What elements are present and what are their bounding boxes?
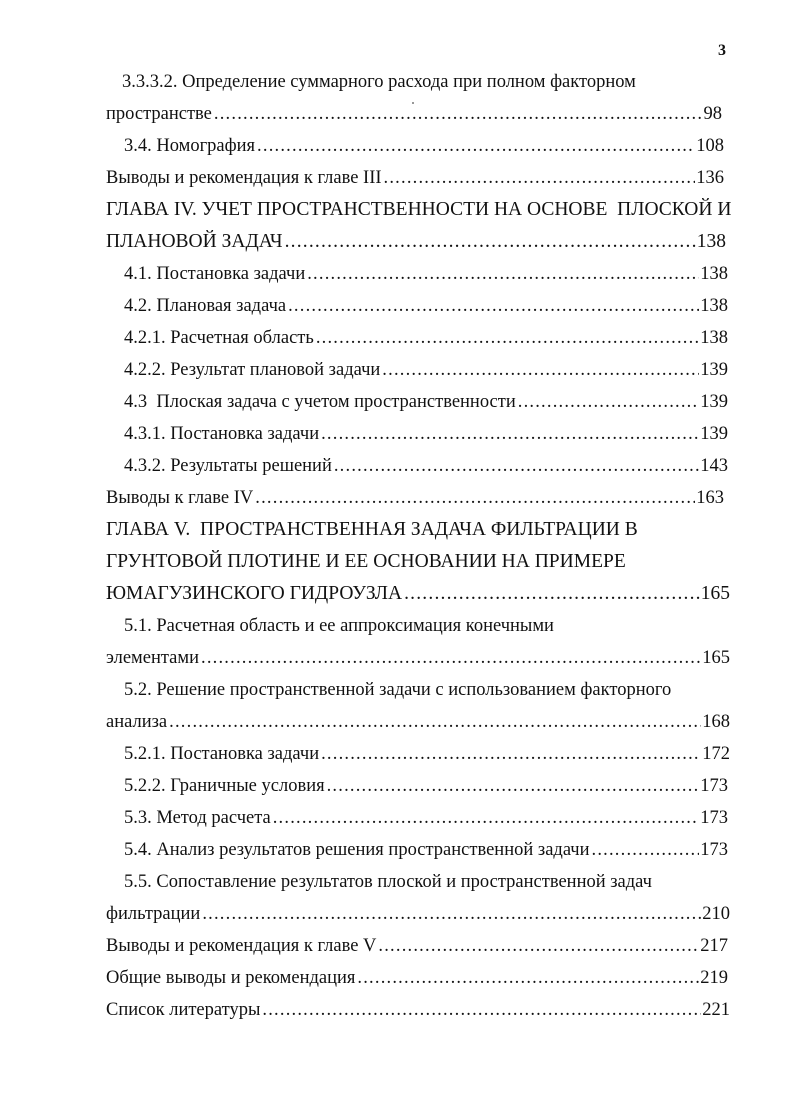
leader-dots — [307, 258, 699, 290]
toc-entry — [124, 610, 554, 642]
leader-dots — [201, 642, 701, 674]
toc-entry-text: Список литературы — [106, 1000, 261, 1020]
toc-page-number: 139 — [700, 392, 728, 412]
toc-entry-text: ПЛАНОВОЙ ЗАДАЧ — [106, 231, 283, 252]
toc-entry — [106, 226, 726, 258]
toc-page-number: 163 — [696, 488, 724, 508]
toc-entry — [106, 194, 731, 226]
toc-page-number: 221 — [702, 1000, 730, 1020]
toc-entry — [106, 994, 730, 1026]
toc-entry — [124, 354, 728, 386]
toc-page-number: 108 — [696, 136, 724, 156]
toc-entry-text: 5.2.1. Постановка задачи — [124, 744, 320, 764]
leader-dots — [288, 290, 699, 322]
toc-page-number: 143 — [700, 456, 728, 476]
leader-dots — [262, 994, 701, 1026]
toc-entry — [106, 898, 730, 930]
leader-dots — [378, 930, 699, 962]
toc-entry — [106, 930, 728, 962]
toc-entry — [124, 290, 728, 322]
toc-page-number: 138 — [700, 296, 728, 316]
leader-dots — [316, 322, 699, 354]
toc-entry-text: 4.1. Постановка задачи — [124, 264, 306, 284]
toc-entry — [106, 578, 730, 610]
toc-page-number: 139 — [700, 424, 728, 444]
toc-entry-text: ГРУНТОВОЙ ПЛОТИНЕ И ЕЕ ОСНОВАНИИ НА ПРИМЕРЕ — [106, 551, 626, 572]
leader-dots — [384, 162, 696, 194]
toc-page-number: 139 — [700, 360, 728, 380]
toc-entry — [124, 450, 728, 482]
toc-entry-text: 4.3.2. Результаты решений — [124, 456, 332, 476]
toc-entry-text: Выводы и рекомендация к главе III — [106, 168, 382, 188]
toc-page-number: 173 — [700, 808, 728, 828]
leader-dots — [285, 226, 696, 258]
toc-entry — [124, 322, 728, 354]
toc-entry-text: 3.3.3.2. Определение суммарного расхода при полном факторном — [122, 72, 636, 92]
leader-dots — [357, 962, 699, 994]
toc-entry-text: 5.1. Расчетная область и ее аппроксимация конечными — [124, 616, 554, 636]
toc-entry — [124, 418, 728, 450]
leader-dots — [592, 834, 700, 866]
toc-entry — [122, 66, 636, 98]
leader-dots — [334, 450, 699, 482]
toc-entry-text: пространстве — [106, 104, 212, 124]
leader-dots — [214, 98, 703, 130]
leader-dots — [169, 706, 701, 738]
toc-page-number: 138 — [700, 328, 728, 348]
toc-entry-text: 4.2.2. Результат плановой задачи — [124, 360, 381, 380]
toc-entry — [124, 834, 728, 866]
toc-page-number: 172 — [702, 744, 730, 764]
toc-page-number: 165 — [702, 648, 730, 668]
toc-page-number: 165 — [700, 583, 730, 604]
toc-page-number: 98 — [703, 104, 722, 124]
toc-entry — [124, 770, 728, 802]
toc-page-number: 173 — [700, 776, 728, 796]
leader-dots — [382, 354, 699, 386]
leader-dots — [518, 386, 700, 418]
toc-page-number: 219 — [700, 968, 728, 988]
toc-entry-text: ЮМАГУЗИНСКОГО ГИДРОУЗЛА — [106, 583, 403, 604]
toc-entry-text: Выводы к главе IV — [106, 488, 254, 508]
toc-page-number: 173 — [700, 840, 728, 860]
toc-entry — [106, 642, 730, 674]
toc-entry-text: 4.2. Плановая задача — [124, 296, 287, 316]
toc-entry-text: фильтрации — [106, 904, 201, 924]
toc-page-number: 138 — [696, 231, 726, 252]
leader-dots — [321, 418, 699, 450]
toc-entry-text: анализа — [106, 712, 168, 732]
leader-dots — [273, 802, 700, 834]
leader-dots — [404, 578, 700, 610]
toc-entry-text: 5.2.2. Граничные условия — [124, 776, 325, 796]
toc-entry — [124, 738, 730, 770]
toc-entry — [106, 514, 638, 546]
toc-entry — [124, 386, 728, 418]
toc-entry — [106, 962, 728, 994]
toc-page-number: 136 — [696, 168, 724, 188]
toc-entry-text: ГЛАВА V. ПРОСТРАНСТВЕННАЯ ЗАДАЧА ФИЛЬТРАЦИИ В — [106, 519, 638, 540]
toc-entry-text: 5.3. Метод расчета — [124, 808, 271, 828]
leader-dots — [255, 482, 695, 514]
toc-page-number: 168 — [702, 712, 730, 732]
toc-entry-text: Выводы и рекомендация к главе V — [106, 936, 377, 956]
toc-entry — [124, 866, 652, 898]
toc-entry — [106, 546, 626, 578]
toc-entry-text: ГЛАВА IV. УЧЕТ ПРОСТРАНСТВЕННОСТИ НА ОСНОВЕ ПЛОСКОЙ И — [106, 199, 732, 220]
toc-entry-text: Общие выводы и рекомендация — [106, 968, 356, 988]
toc-entry — [124, 674, 671, 706]
toc-entry — [106, 482, 724, 514]
toc-entry-text: 5.5. Сопоставление результатов плоской и пространственной задач — [124, 872, 652, 892]
toc-entry-text: 4.3 Плоская задача с учетом пространственности — [124, 392, 516, 412]
toc-entry-text: 4.2.1. Расчетная область — [124, 328, 314, 348]
leader-dots — [327, 770, 700, 802]
toc-page-number: 210 — [702, 904, 730, 924]
leader-dots — [202, 898, 701, 930]
toc-entry — [124, 802, 728, 834]
toc-entry-text: 5.2. Решение пространственной задачи с использованием факторного — [124, 680, 672, 700]
toc-entry-text: 5.4. Анализ результатов решения пространственной задачи — [124, 840, 590, 860]
toc-entry-text: 3.4. Номография — [124, 136, 256, 156]
page-number: 3 — [718, 42, 726, 59]
toc-entry-text: 4.3.1. Постановка задачи — [124, 424, 320, 444]
toc-entry — [106, 162, 724, 194]
toc-entry — [124, 130, 724, 162]
toc-page-number: 217 — [700, 936, 728, 956]
toc-entry — [124, 258, 728, 290]
toc-entry — [106, 706, 730, 738]
toc-page-number: 138 — [700, 264, 728, 284]
leader-dots — [321, 738, 701, 770]
toc-entry — [106, 98, 722, 130]
leader-dots — [257, 130, 695, 162]
toc-entry-text: элементами — [106, 648, 199, 668]
